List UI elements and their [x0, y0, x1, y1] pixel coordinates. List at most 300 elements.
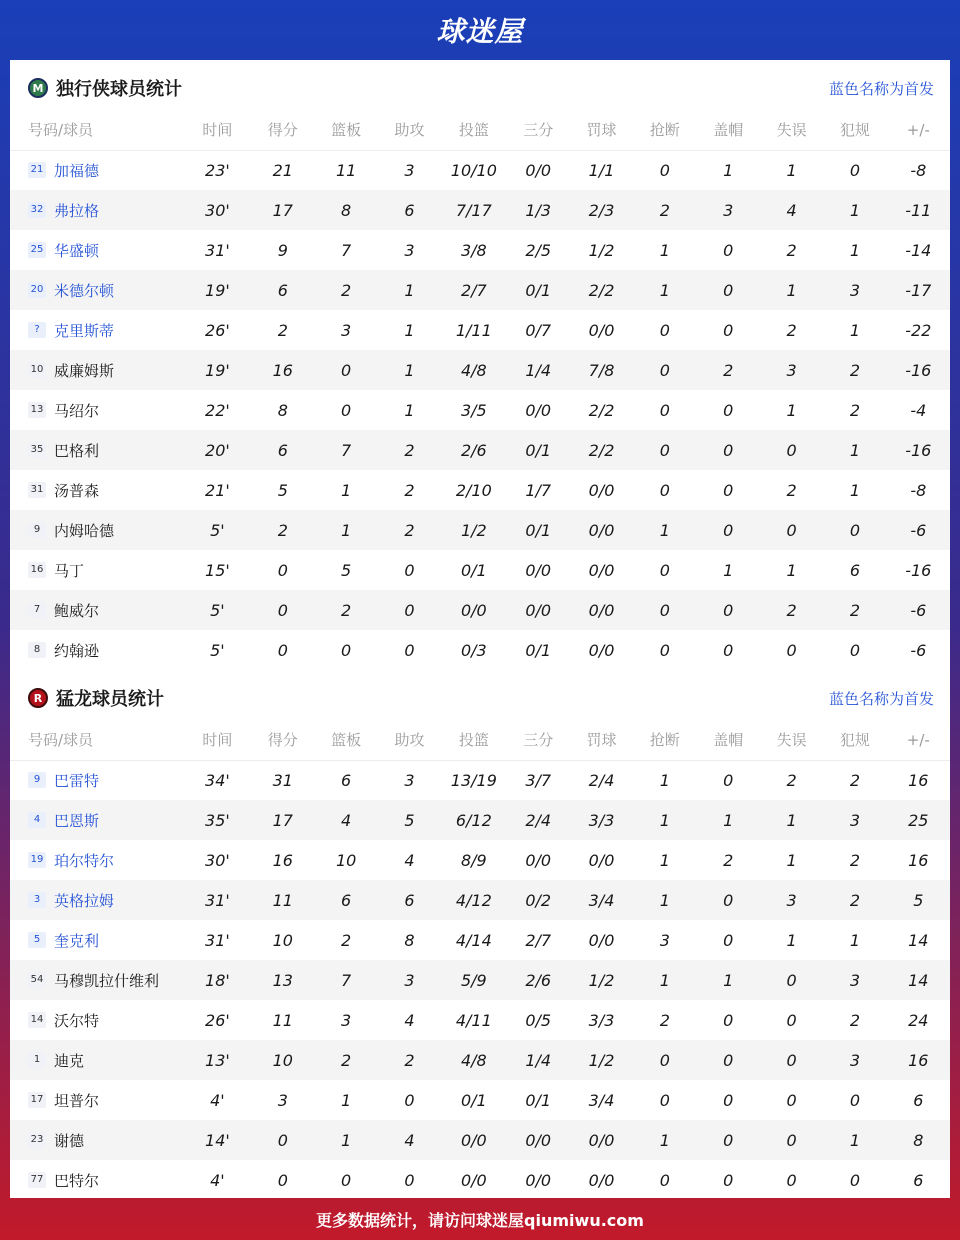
stat-cell: 2: [341, 930, 352, 950]
stat-cell: 2: [404, 480, 415, 500]
player-cell: [10, 190, 184, 230]
table-row: [10, 590, 950, 630]
stat-cell: 11: [251, 880, 314, 920]
stat-cell: 2: [786, 480, 797, 500]
stat-cell: 3: [760, 350, 823, 390]
stat-cell: 2: [314, 590, 377, 630]
stat-cell: 4: [404, 850, 415, 870]
stat-cell: 2/2: [588, 400, 615, 420]
player-name: 马绍尔: [54, 401, 100, 420]
stat-cell: 0: [849, 1170, 861, 1190]
player-cell: [10, 390, 184, 430]
stat-cell: 4: [314, 800, 377, 840]
stat-cell: 14: [908, 930, 929, 950]
stat-cell: 1/2: [570, 1040, 633, 1080]
stat-cell: 0: [723, 480, 734, 500]
stat-cell: 17: [251, 800, 314, 840]
stat-cell: 10/10: [450, 160, 497, 180]
stat-cell: 1: [786, 160, 797, 180]
stat-cell: 0: [723, 240, 734, 260]
player-cell: [10, 230, 184, 270]
stat-cell: 0: [659, 560, 670, 580]
stat-cell: 3/8: [460, 240, 487, 260]
stat-cell: 1/2: [441, 510, 506, 550]
stats-card: [10, 60, 950, 1198]
column-header: 失误: [760, 110, 823, 150]
starter-note: 蓝色名称为首发: [828, 689, 934, 708]
stat-cell: 1/2: [570, 960, 633, 1000]
stat-cell: 2: [697, 350, 760, 390]
player-name: 坦普尔: [54, 1091, 100, 1110]
stat-cell: 18': [184, 960, 251, 1000]
stat-cell: 4/8: [441, 1040, 506, 1080]
stat-cell: 3: [277, 1090, 288, 1110]
column-header: 犯规: [823, 110, 886, 150]
player-name: 珀尔特尔: [54, 851, 115, 870]
stat-cell: 4: [760, 190, 823, 230]
stat-cell: 16: [908, 770, 929, 790]
stat-cell: 17: [251, 190, 314, 230]
stat-cell: 0/0: [570, 590, 633, 630]
stat-cell: 7/8: [570, 350, 633, 390]
stat-cell: 4/8: [441, 350, 506, 390]
stat-cell: 2: [659, 1010, 670, 1030]
stat-cell: 4: [404, 1010, 415, 1030]
stat-cell: -17: [887, 270, 950, 310]
table-header-row: [10, 720, 950, 760]
stat-cell: 15': [205, 560, 230, 580]
player-name: 威廉姆斯: [54, 361, 115, 380]
stat-cell: 2: [277, 320, 288, 340]
player-name: 华盛顿: [54, 241, 100, 260]
table-row: [10, 510, 950, 550]
stat-cell: 0: [723, 400, 734, 420]
jersey-number: 19: [28, 852, 46, 868]
stat-cell: 3/4: [570, 880, 633, 920]
stat-cell: 6: [378, 190, 441, 230]
player-name: 汤普森: [54, 481, 100, 500]
stat-cell: 10: [272, 930, 293, 950]
stat-cell: 0/0: [588, 560, 615, 580]
stat-cell: 9: [277, 240, 288, 260]
column-header: 罚球: [570, 110, 633, 150]
player-name: 约翰逊: [54, 641, 100, 660]
stat-cell: 31: [272, 770, 293, 790]
stat-cell: 0/2: [507, 880, 570, 920]
stat-cell: 3/3: [588, 1010, 615, 1030]
column-header: 抢断: [633, 720, 696, 760]
stat-cell: 0: [277, 640, 288, 660]
column-header: 助攻: [378, 720, 441, 760]
stat-cell: -22: [905, 320, 932, 340]
stat-cell: 0/3: [460, 640, 487, 660]
stat-cell: 1: [786, 560, 797, 580]
player-name: 奎克利: [54, 931, 100, 950]
player-cell: [10, 550, 184, 590]
stat-cell: 0: [378, 590, 441, 630]
table-row: [10, 840, 950, 880]
stat-cell: 2: [251, 510, 314, 550]
stat-cell: 1: [633, 1120, 696, 1160]
stat-cell: 1: [786, 930, 797, 950]
stat-cell: 3/7: [525, 770, 552, 790]
table-header-row: [10, 110, 950, 150]
stat-cell: 2/7: [525, 930, 552, 950]
stat-cell: -8: [910, 160, 927, 180]
stat-cell: 0/0: [460, 1170, 487, 1190]
stat-cell: -16: [887, 430, 950, 470]
stat-cell: 3: [404, 240, 415, 260]
stat-cell: -6: [887, 590, 950, 630]
stat-cell: -11: [887, 190, 950, 230]
stat-cell: 2: [849, 770, 861, 790]
player-name: 马丁: [54, 561, 85, 580]
stat-cell: 1/11: [455, 320, 492, 340]
jersey-number: 10: [28, 362, 46, 378]
stat-cell: 0: [659, 320, 670, 340]
stat-cell: 0: [404, 640, 415, 660]
jersey-number: 23: [28, 1132, 46, 1148]
column-header: 投篮: [441, 720, 506, 760]
stat-cell: 2: [378, 1040, 441, 1080]
stat-cell: 0: [760, 1040, 823, 1080]
stat-cell: 3: [823, 1040, 886, 1080]
stat-cell: 0/0: [525, 850, 552, 870]
stat-cell: 26': [205, 320, 230, 340]
stat-cell: 2: [760, 590, 823, 630]
stat-cell: 31': [205, 930, 230, 950]
player-cell: [10, 470, 184, 510]
stat-cell: 0: [277, 560, 288, 580]
stat-cell: 24: [908, 1010, 929, 1030]
table-row: [10, 1160, 950, 1200]
stat-cell: 3: [341, 1010, 352, 1030]
column-header: 篮板: [314, 720, 377, 760]
stat-cell: 0/0: [441, 1120, 506, 1160]
column-header: 号码/球员: [10, 720, 184, 760]
stat-cell: 4/11: [455, 1010, 492, 1030]
stat-cell: 3: [823, 270, 886, 310]
column-header: 抢断: [633, 110, 696, 150]
table-row: [10, 800, 950, 840]
stat-cell: 2: [378, 430, 441, 470]
stat-cell: 4: [378, 1120, 441, 1160]
stat-cell: 0: [723, 640, 734, 660]
stat-cell: 0/1: [507, 270, 570, 310]
stat-cell: 5: [378, 800, 441, 840]
stat-cell: 0: [341, 400, 352, 420]
stat-cell: 1/4: [507, 1040, 570, 1080]
stat-cell: 2: [786, 240, 797, 260]
stat-cell: 0: [341, 640, 352, 660]
jersey-number: 5: [28, 932, 46, 948]
stat-cell: 1: [849, 320, 861, 340]
stat-cell: 0: [251, 1120, 314, 1160]
stat-cell: 1: [404, 320, 415, 340]
stat-cell: 4': [210, 1170, 225, 1190]
stat-cell: 0: [697, 590, 760, 630]
stat-cell: 1: [823, 1120, 886, 1160]
stat-cell: 0: [251, 590, 314, 630]
stat-cell: -8: [910, 480, 927, 500]
stat-cell: 25: [887, 800, 950, 840]
stat-cell: 22': [205, 400, 230, 420]
player-cell: [10, 1000, 184, 1040]
stat-cell: 1: [633, 800, 696, 840]
player-cell: [10, 350, 184, 390]
stat-cell: 1: [378, 270, 441, 310]
table-row: [10, 310, 950, 350]
stat-cell: 0/0: [507, 590, 570, 630]
stat-cell: 0/0: [525, 160, 552, 180]
stat-cell: 5: [887, 880, 950, 920]
stat-cell: 0: [314, 350, 377, 390]
stat-cell: 5/9: [441, 960, 506, 1000]
stat-cell: -14: [905, 240, 932, 260]
jersey-number: 7: [28, 602, 46, 618]
column-header: +/-: [887, 720, 950, 760]
stat-cell: 1: [786, 850, 797, 870]
stat-cell: 3: [760, 880, 823, 920]
table-row: [10, 470, 950, 510]
stat-cell: 34': [205, 770, 230, 790]
stat-cell: 0: [659, 1090, 670, 1110]
stat-cell: 0: [659, 400, 670, 420]
stat-cell: 0/0: [525, 1170, 552, 1190]
stat-cell: 1: [786, 400, 797, 420]
stat-cell: 2: [786, 320, 797, 340]
jersey-number: 8: [28, 642, 46, 658]
stat-cell: 6: [849, 560, 861, 580]
stat-cell: 30': [184, 190, 251, 230]
stat-cell: 1: [697, 960, 760, 1000]
stat-cell: 2/4: [588, 770, 615, 790]
player-cell: [10, 920, 184, 960]
stat-cell: 1/1: [588, 160, 615, 180]
stat-cell: 0: [723, 1010, 734, 1030]
stat-cell: 23': [205, 160, 230, 180]
stat-cell: 1: [849, 240, 861, 260]
stat-cell: 8: [887, 1120, 950, 1160]
stat-cell: -4: [910, 400, 927, 420]
stat-cell: 1: [341, 480, 352, 500]
column-header: 三分: [507, 110, 570, 150]
column-header: +/-: [887, 110, 950, 150]
stat-cell: 1: [633, 510, 696, 550]
stat-cell: 0: [697, 1040, 760, 1080]
stat-cell: 0: [723, 1090, 734, 1110]
team-section-header: [10, 63, 950, 113]
player-cell: [10, 270, 184, 310]
stat-cell: 21': [205, 480, 230, 500]
player-name: 巴雷特: [54, 771, 100, 790]
jersey-number: 25: [28, 242, 46, 258]
stat-cell: 2: [723, 850, 734, 870]
team-title: 独行侠球员统计: [56, 79, 182, 100]
stat-cell: 1: [760, 800, 823, 840]
table-row: [10, 430, 950, 470]
stat-cell: 0/0: [588, 640, 615, 660]
stat-cell: 1: [633, 270, 696, 310]
stat-cell: 6: [251, 270, 314, 310]
stat-cell: 3: [378, 960, 441, 1000]
team-stats-table: [10, 720, 950, 1200]
column-header: 篮板: [314, 110, 377, 150]
stat-cell: 2/5: [525, 240, 552, 260]
player-name: 马穆凯拉什维利: [54, 971, 160, 990]
stat-cell: 0: [786, 1090, 797, 1110]
column-header: 三分: [507, 720, 570, 760]
stat-cell: 1: [314, 1120, 377, 1160]
column-header: 失误: [760, 720, 823, 760]
stat-cell: 2: [849, 400, 861, 420]
stat-cell: 0: [659, 1170, 670, 1190]
team-title-group: [28, 685, 164, 711]
table-row: [10, 960, 950, 1000]
player-name: 英格拉姆: [54, 891, 115, 910]
stat-cell: 0/1: [525, 640, 552, 660]
table-row: [10, 1080, 950, 1120]
stat-cell: 0/0: [588, 1170, 615, 1190]
stat-cell: 0: [697, 430, 760, 470]
stat-cell: 2/4: [507, 800, 570, 840]
stat-cell: 1: [633, 960, 696, 1000]
stat-cell: 11: [272, 1010, 293, 1030]
stat-cell: 1: [314, 510, 377, 550]
stat-cell: 1: [823, 430, 886, 470]
stat-cell: 2: [314, 1040, 377, 1080]
player-name: 弗拉格: [54, 201, 100, 220]
stat-cell: 0/0: [525, 560, 552, 580]
stat-cell: 1: [723, 160, 734, 180]
stat-cell: 8/9: [460, 850, 487, 870]
stat-cell: -6: [910, 640, 927, 660]
column-header: 盖帽: [697, 720, 760, 760]
stat-cell: 2: [786, 770, 797, 790]
stat-cell: 1/7: [525, 480, 552, 500]
player-cell: [10, 310, 184, 350]
stat-cell: 5': [210, 640, 225, 660]
player-cell: [10, 150, 184, 190]
stat-cell: 0/0: [588, 320, 615, 340]
player-cell: [10, 1080, 184, 1120]
jersey-number: 9: [28, 522, 46, 538]
table-row: [10, 230, 950, 270]
stat-cell: 1: [723, 560, 734, 580]
player-cell: [10, 880, 184, 920]
jersey-number: 3: [28, 892, 46, 908]
stat-cell: 5: [277, 480, 288, 500]
stat-cell: 6/12: [441, 800, 506, 840]
brand-logo: 球迷屋: [436, 15, 524, 48]
stat-cell: 1: [633, 880, 696, 920]
stat-cell: 0: [723, 930, 734, 950]
stat-cell: -16: [887, 350, 950, 390]
player-name: 内姆哈德: [54, 521, 115, 540]
stat-cell: 7: [314, 430, 377, 470]
raptors-logo-icon: R: [28, 688, 48, 708]
stat-cell: 3: [697, 190, 760, 230]
stat-cell: 31': [184, 880, 251, 920]
stat-cell: 0/1: [525, 1090, 552, 1110]
stat-cell: 16: [887, 1040, 950, 1080]
stat-cell: 1: [659, 770, 670, 790]
stat-cell: -16: [905, 560, 932, 580]
stat-cell: 0: [697, 510, 760, 550]
stat-cell: 0: [697, 1120, 760, 1160]
table-row: [10, 190, 950, 230]
stat-cell: 2: [823, 590, 886, 630]
stat-cell: 0: [723, 320, 734, 340]
stat-cell: 8: [277, 400, 288, 420]
player-cell: [10, 590, 184, 630]
column-header: 得分: [251, 110, 314, 150]
player-name: 米德尔顿: [54, 281, 115, 300]
stat-cell: 2: [378, 510, 441, 550]
stat-cell: 11: [335, 160, 357, 180]
jersey-number: 14: [28, 1012, 46, 1028]
stat-cell: 0: [659, 480, 670, 500]
stat-cell: 5': [184, 510, 251, 550]
player-name: 巴特尔: [54, 1171, 100, 1190]
stat-cell: 6: [378, 880, 441, 920]
column-header: 盖帽: [697, 110, 760, 150]
stat-cell: 0/0: [570, 510, 633, 550]
table-row: [10, 550, 950, 590]
stat-cell: 1/3: [507, 190, 570, 230]
player-cell: [10, 760, 184, 800]
table-row: [10, 1120, 950, 1160]
player-cell: [10, 1160, 184, 1200]
column-header: 投篮: [441, 110, 506, 150]
player-cell: [10, 1040, 184, 1080]
stat-cell: 0/0: [441, 590, 506, 630]
stat-cell: 0: [697, 880, 760, 920]
stat-cell: 16: [272, 850, 293, 870]
stat-cell: 4': [210, 1090, 225, 1110]
stat-cell: 3: [659, 930, 670, 950]
stat-cell: 4/14: [455, 930, 492, 950]
stat-cell: 26': [205, 1010, 230, 1030]
stat-cell: 1: [849, 930, 861, 950]
stat-cell: 35': [184, 800, 251, 840]
stat-cell: 21: [272, 160, 293, 180]
stat-cell: 2/6: [441, 430, 506, 470]
table-row: [10, 390, 950, 430]
stat-cell: 2/10: [455, 480, 492, 500]
stat-cell: 1/4: [507, 350, 570, 390]
column-header: 时间: [184, 720, 251, 760]
jersey-number: 16: [28, 562, 46, 578]
stat-cell: 2/7: [441, 270, 506, 310]
stat-cell: 0: [786, 1010, 797, 1030]
stat-cell: 19': [184, 350, 251, 390]
jersey-number: 35: [28, 442, 46, 458]
stat-cell: 0: [849, 640, 861, 660]
player-name: 加福德: [54, 161, 100, 180]
stat-cell: 3/3: [570, 800, 633, 840]
team-section-header: [10, 673, 950, 723]
stat-cell: 0: [760, 960, 823, 1000]
player-name: 鲍威尔: [54, 601, 100, 620]
stat-cell: 0: [723, 770, 734, 790]
table-row: [10, 150, 950, 190]
stat-cell: 19': [184, 270, 251, 310]
stat-cell: 0: [723, 1170, 734, 1190]
stat-cell: 6: [341, 770, 352, 790]
table-row: [10, 920, 950, 960]
stat-cell: 0: [404, 1090, 415, 1110]
